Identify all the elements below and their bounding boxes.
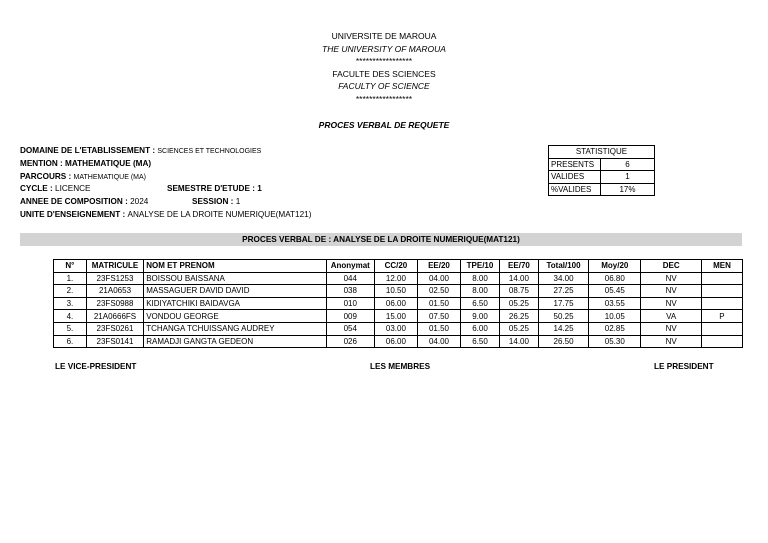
col-header-men: MEN <box>701 260 742 273</box>
faculty-name-en: FACULTY OF SCIENCE <box>338 81 430 91</box>
table-cell <box>701 297 742 310</box>
statistics-title: STATISTIQUE <box>549 146 655 159</box>
table-cell: 34.00 <box>538 272 588 285</box>
col-header-number: N° <box>54 260 87 273</box>
signature-president: LE PRESIDENT <box>654 362 714 371</box>
table-cell: 010 <box>326 297 374 310</box>
report-band-title: PROCES VERBAL DE : ANALYSE DE LA DROITE NUMERIQUE(MAT121) <box>20 233 742 246</box>
table-cell: 26.50 <box>538 335 588 348</box>
table-cell: RAMADJI GANGTA GEDEON <box>144 335 327 348</box>
table-cell: 6.50 <box>461 297 500 310</box>
info-annee: ANNEE DE COMPOSITION : 2024 SESSION : 1 <box>20 196 311 209</box>
table-cell: NV <box>641 322 701 335</box>
table-cell: 21A0653 <box>86 285 143 298</box>
table-cell: TCHANGA TCHUISSANG AUDREY <box>144 322 327 335</box>
table-cell: NV <box>641 285 701 298</box>
table-cell: 01.50 <box>417 322 460 335</box>
table-cell: VA <box>641 310 701 323</box>
table-row <box>54 310 743 323</box>
table-cell: 6.50 <box>461 335 500 348</box>
table-cell: 6.00 <box>461 322 500 335</box>
table-cell <box>701 322 742 335</box>
table-cell: 02.50 <box>417 285 460 298</box>
document-title: PROCES VERBAL DE REQUETE <box>318 120 450 130</box>
table-cell: 50.25 <box>538 310 588 323</box>
table-cell: 03.55 <box>589 297 641 310</box>
table-cell: 23FS0141 <box>86 335 143 348</box>
col-header-moy: Moy/20 <box>589 260 641 273</box>
col-header-name: NOM ET PRENOM <box>144 260 327 273</box>
table-cell: 02.85 <box>589 322 641 335</box>
table-cell: 05.30 <box>589 335 641 348</box>
table-cell: 26.25 <box>499 310 538 323</box>
university-name-fr: UNIVERSITE DE MAROUA <box>331 31 437 41</box>
table-cell: BOISSOU BAISSANA <box>144 272 327 285</box>
table-cell: P <box>701 310 742 323</box>
header-separator: ***************** <box>355 56 413 66</box>
info-mention: MENTION : MATHEMATIQUE (MA) <box>20 158 152 168</box>
course-info <box>20 145 311 222</box>
table-cell: 27.25 <box>538 285 588 298</box>
table-row <box>54 297 743 310</box>
col-header-ee70: EE/70 <box>499 260 538 273</box>
col-header-matricule: MATRICULE <box>86 260 143 273</box>
col-header-dec: DEC <box>641 260 701 273</box>
table-cell: 8.00 <box>461 272 500 285</box>
header-separator-2: ***************** <box>355 93 413 104</box>
table-cell: 06.00 <box>374 297 417 310</box>
table-cell: 5. <box>54 322 87 335</box>
table-row <box>54 335 743 348</box>
table-cell: 026 <box>326 335 374 348</box>
table-row <box>54 285 743 298</box>
table-cell: 14.25 <box>538 322 588 335</box>
table-row <box>54 272 743 285</box>
table-cell <box>701 335 742 348</box>
grades-table <box>53 259 743 348</box>
table-cell: 06.80 <box>589 272 641 285</box>
table-cell: 01.50 <box>417 297 460 310</box>
table-cell: 14.00 <box>499 272 538 285</box>
info-domaine: DOMAINE DE L'ETABLISSEMENT : SCIENCES ET TECHNOLOGIES <box>20 146 262 155</box>
info-semestre: SEMESTRE D'ETUDE : 1 <box>167 184 262 194</box>
table-cell: NV <box>641 272 701 285</box>
col-header-ee20: EE/20 <box>417 260 460 273</box>
table-cell: 04.00 <box>417 335 460 348</box>
col-header-tpe: TPE/10 <box>461 260 500 273</box>
table-cell: NV <box>641 335 701 348</box>
table-cell: 10.05 <box>589 310 641 323</box>
faculty-name-fr: FACULTE DES SCIENCES <box>332 68 436 79</box>
stat-row: PRESENTS 6 <box>549 158 655 171</box>
stat-row: VALIDES 1 <box>549 171 655 184</box>
table-cell: 6. <box>54 335 87 348</box>
signature-members: LES MEMBRES <box>370 362 431 371</box>
table-cell: 14.00 <box>499 335 538 348</box>
statistics-table <box>548 145 655 196</box>
table-cell: 05.25 <box>499 322 538 335</box>
table-cell: 15.00 <box>374 310 417 323</box>
table-cell: 12.00 <box>374 272 417 285</box>
table-header-row <box>54 260 743 273</box>
table-cell: 009 <box>326 310 374 323</box>
table-cell: 03.00 <box>374 322 417 335</box>
table-cell: MASSAGUER DAVID DAVID <box>144 285 327 298</box>
table-cell: 04.00 <box>417 272 460 285</box>
table-cell: 07.50 <box>417 310 460 323</box>
signature-vice-president: LE VICE-PRESIDENT <box>55 362 137 371</box>
table-cell: 1. <box>54 272 87 285</box>
table-cell: 05.45 <box>589 285 641 298</box>
info-session: SESSION : 1 <box>192 197 241 207</box>
col-header-total: Total/100 <box>538 260 588 273</box>
col-header-anonymat: Anonymat <box>326 260 374 273</box>
info-parcours: PARCOURS : MATHEMATIQUE (MA) <box>20 171 146 181</box>
table-cell: 08.75 <box>499 285 538 298</box>
table-cell: 05.25 <box>499 297 538 310</box>
table-cell: NV <box>641 297 701 310</box>
table-row <box>54 322 743 335</box>
table-cell: 2. <box>54 285 87 298</box>
table-cell: 23FS1253 <box>86 272 143 285</box>
info-unite: UNITE D'ENSEIGNEMENT : ANALYSE DE LA DROITE NUMERIQUE(MAT121) <box>20 209 312 219</box>
info-cycle: CYCLE : LICENCE SEMESTRE D'ETUDE : 1 <box>20 183 311 196</box>
table-cell: 17.75 <box>538 297 588 310</box>
table-cell: 06.00 <box>374 335 417 348</box>
table-cell: 044 <box>326 272 374 285</box>
table-cell: KIDIYATCHIKI BAIDAVGA <box>144 297 327 310</box>
table-cell: 038 <box>326 285 374 298</box>
table-cell: VONDOU GEORGE <box>144 310 327 323</box>
table-cell <box>701 285 742 298</box>
table-cell: 23FS0261 <box>86 322 143 335</box>
table-cell: 3. <box>54 297 87 310</box>
university-name-en: THE UNIVERSITY OF MAROUA <box>322 43 446 54</box>
table-cell: 9.00 <box>461 310 500 323</box>
col-header-cc: CC/20 <box>374 260 417 273</box>
table-cell <box>701 272 742 285</box>
table-cell: 21A0666FS <box>86 310 143 323</box>
stat-row: %VALIDES 17% <box>549 183 655 196</box>
table-cell: 23FS0988 <box>86 297 143 310</box>
table-cell: 054 <box>326 322 374 335</box>
table-cell: 10.50 <box>374 285 417 298</box>
institution-header <box>0 30 768 105</box>
table-cell: 8.00 <box>461 285 500 298</box>
table-cell: 4. <box>54 310 87 323</box>
